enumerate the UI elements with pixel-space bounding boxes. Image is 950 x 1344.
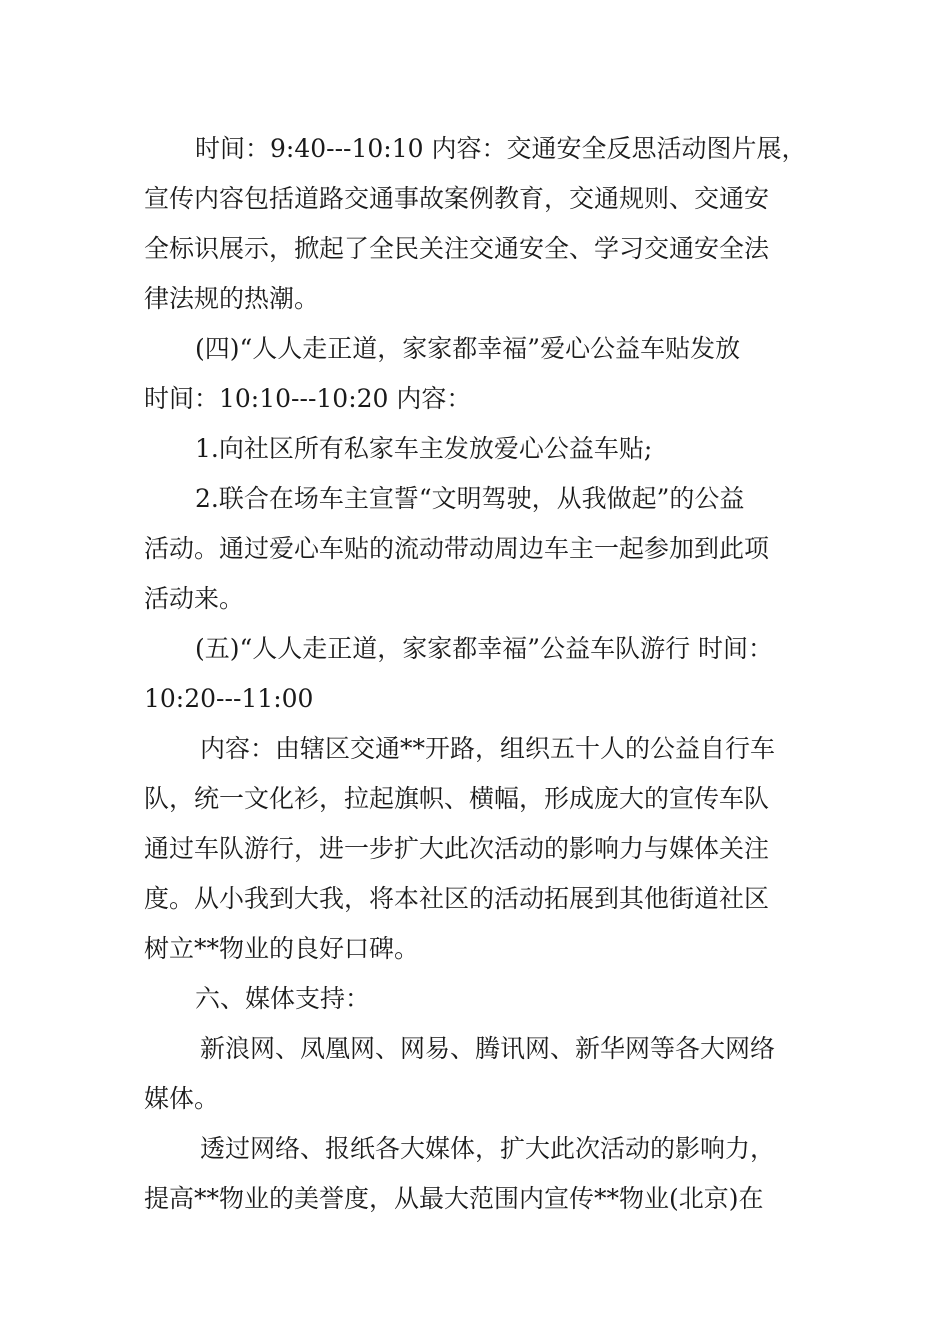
text-line-6: 时间：10:10---10:20 内容：: [144, 384, 472, 413]
text-line-12: 10:20---11:00: [144, 684, 314, 713]
text-line-7: 1.向社区所有私家车主发放爱心公益车贴;: [195, 434, 653, 463]
text-line-22: 提高**物业的美誉度，从最大范围内宣传**物业(北京)在: [144, 1184, 764, 1213]
text-line-18: 六、媒体支持：: [195, 984, 371, 1013]
text-line-4: 律法规的热潮。: [144, 284, 320, 313]
text-line-1: 时间：9:40---10:10 内容：交通安全反思活动图片展，: [195, 134, 807, 163]
text-line-2: 宣传内容包括道路交通事故案例教育，交通规则、交通安: [144, 184, 770, 213]
text-line-14: 队，统一文化衫，拉起旗帜、横幅，形成庞大的宣传车队: [144, 784, 770, 813]
text-line-16: 度。从小我到大我，将本社区的活动拓展到其他街道社区: [144, 884, 770, 913]
text-line-3: 全标识展示，掀起了全民关注交通安全、学习交通安全法: [144, 234, 770, 263]
text-line-5: (四)“人人走正道，家家都幸福”爱心公益车贴发放: [195, 334, 741, 363]
text-line-13: 内容：由辖区交通**开路，组织五十人的公益自行车: [200, 734, 776, 763]
text-line-9: 活动。通过爱心车贴的流动带动周边车主一起参加到此项: [144, 534, 770, 563]
text-line-10: 活动来。: [144, 584, 245, 613]
text-line-17: 树立**物业的良好口碑。: [144, 934, 420, 963]
text-line-21: 透过网络、报纸各大媒体，扩大此次活动的影响力，: [200, 1134, 776, 1163]
text-line-15: 通过车队游行，进一步扩大此次活动的影响力与媒体关注: [144, 834, 770, 863]
text-line-11: (五)“人人走正道，家家都幸福”公益车队游行 时间：: [195, 634, 774, 663]
text-line-20: 媒体。: [144, 1084, 220, 1113]
text-line-19: 新浪网、凤凰网、网易、腾讯网、新华网等各大网络: [200, 1034, 776, 1063]
text-line-8: 2.联合在场车主宣誓“文明驾驶，从我做起”的公益: [195, 484, 745, 513]
